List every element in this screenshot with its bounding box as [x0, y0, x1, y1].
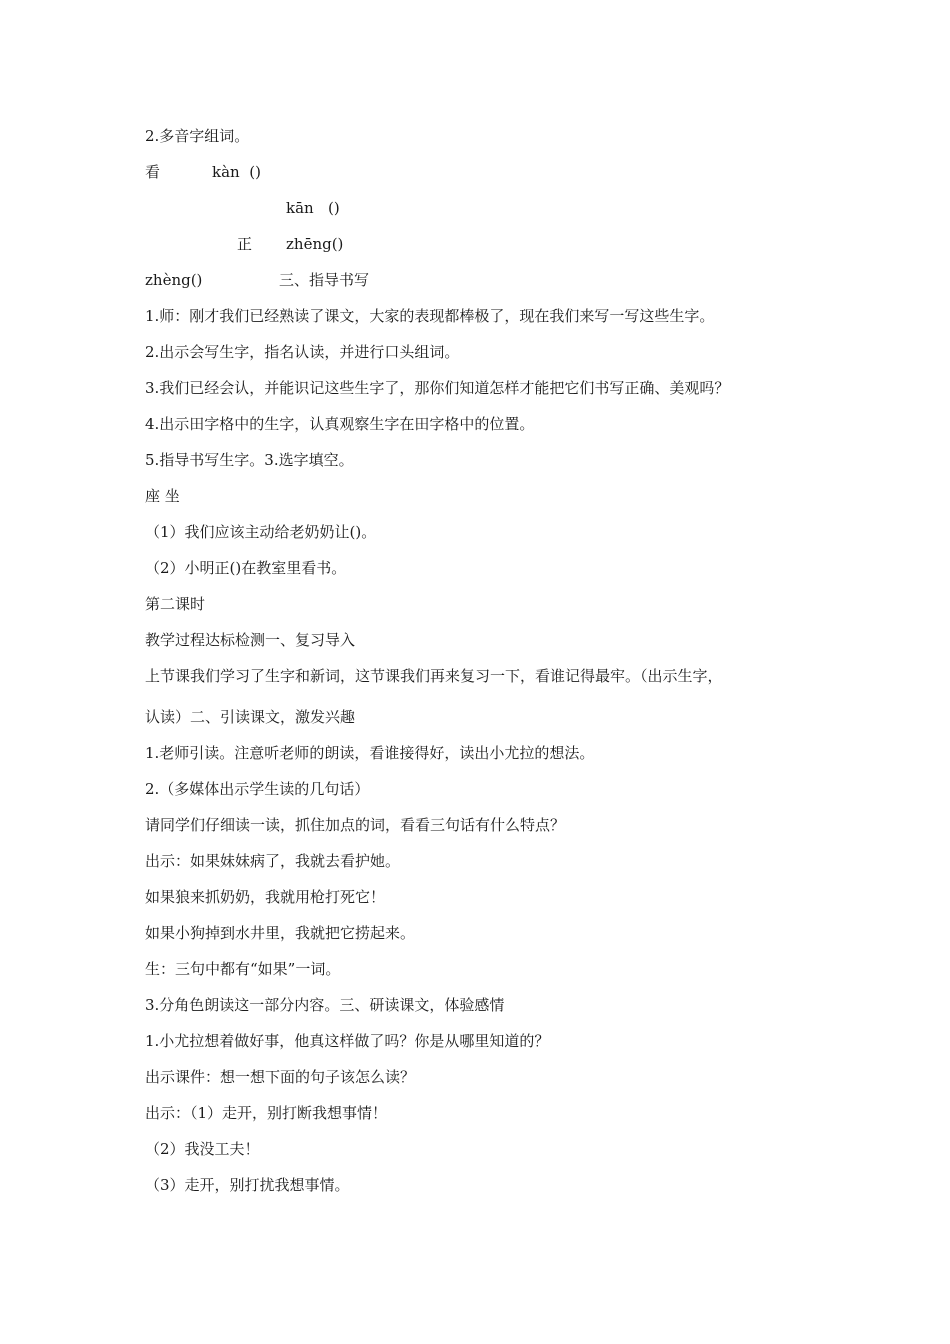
text-line-30: 出示课件：想一想下面的句子该怎么读？: [145, 1068, 416, 1086]
text-line-6: zhēng(): [286, 235, 344, 253]
text-line-21: 1.老师引读。注意听老师的朗读，看谁接得好，读出小尤拉的想法。: [145, 744, 595, 762]
text-line-12: 4.出示田字格中的生字，认真观察生字在田字格中的位置。: [145, 415, 535, 433]
text-line-2: 看: [145, 163, 161, 181]
text-line-28: 3.分角色朗读这一部分内容。三、研读课文，体验感情: [145, 996, 505, 1014]
text-line-27: 生：三句中都有“如果”一词。: [145, 960, 341, 978]
text-line-9: 1.师：刚才我们已经熟读了课文，大家的表现都棒极了，现在我们来写一写这些生字。: [145, 307, 715, 325]
text-line-23: 请同学们仔细读一读，抓住加点的词，看看三句话有什么特点？: [145, 816, 566, 834]
text-line-5: 正: [237, 235, 253, 253]
text-line-22: 2.（多媒体出示学生读的几句话）: [145, 780, 370, 798]
text-line-20: 认读）二、引读课文，激发兴趣: [145, 708, 356, 726]
text-line-10: 2.出示会写生字，指名认读，并进行口头组词。: [145, 343, 460, 361]
text-line-31: 出示：（1）走开，别打断我想事情！: [145, 1104, 388, 1122]
text-line-32: （2）我没工夫！: [145, 1140, 260, 1158]
text-line-11: 3.我们已经会认，并能识记这些生字了，那你们知道怎样才能把它们书写正确、美观吗？: [145, 379, 730, 397]
text-line-14: 座 坐: [145, 487, 180, 505]
section-heading-3: 三、指导书写: [279, 271, 370, 289]
text-line-4: kān (): [286, 199, 340, 217]
text-line-13: 5.指导书写生字。3.选字填空。: [145, 451, 354, 469]
lesson-heading: 第二课时: [145, 595, 206, 613]
text-line-1: 2.多音字组词。: [145, 127, 250, 145]
text-line-26: 如果小狗掉到水井里，我就把它捞起来。: [145, 924, 416, 942]
text-line-3: kàn (): [212, 163, 261, 181]
text-line-29: 1.小尤拉想着做好事，他真这样做了吗？你是从哪里知道的？: [145, 1032, 550, 1050]
text-line-24: 出示：如果妹妹病了，我就去看护她。: [145, 852, 401, 870]
text-line-7: zhèng(): [145, 271, 203, 289]
text-line-19: 上节课我们学习了生字和新词，这节课我们再来复习一下，看谁记得最牢。（出示生字，: [145, 667, 723, 685]
text-line-25: 如果狼来抓奶奶，我就用枪打死它！: [145, 888, 386, 906]
text-line-18: 教学过程达标检测一、复习导入: [145, 631, 356, 649]
text-line-16: （2）小明正()在教室里看书。: [145, 559, 347, 577]
text-line-15: （1）我们应该主动给老奶奶让()。: [145, 523, 377, 541]
text-line-33: （3）走开，别打扰我想事情。: [145, 1176, 350, 1194]
